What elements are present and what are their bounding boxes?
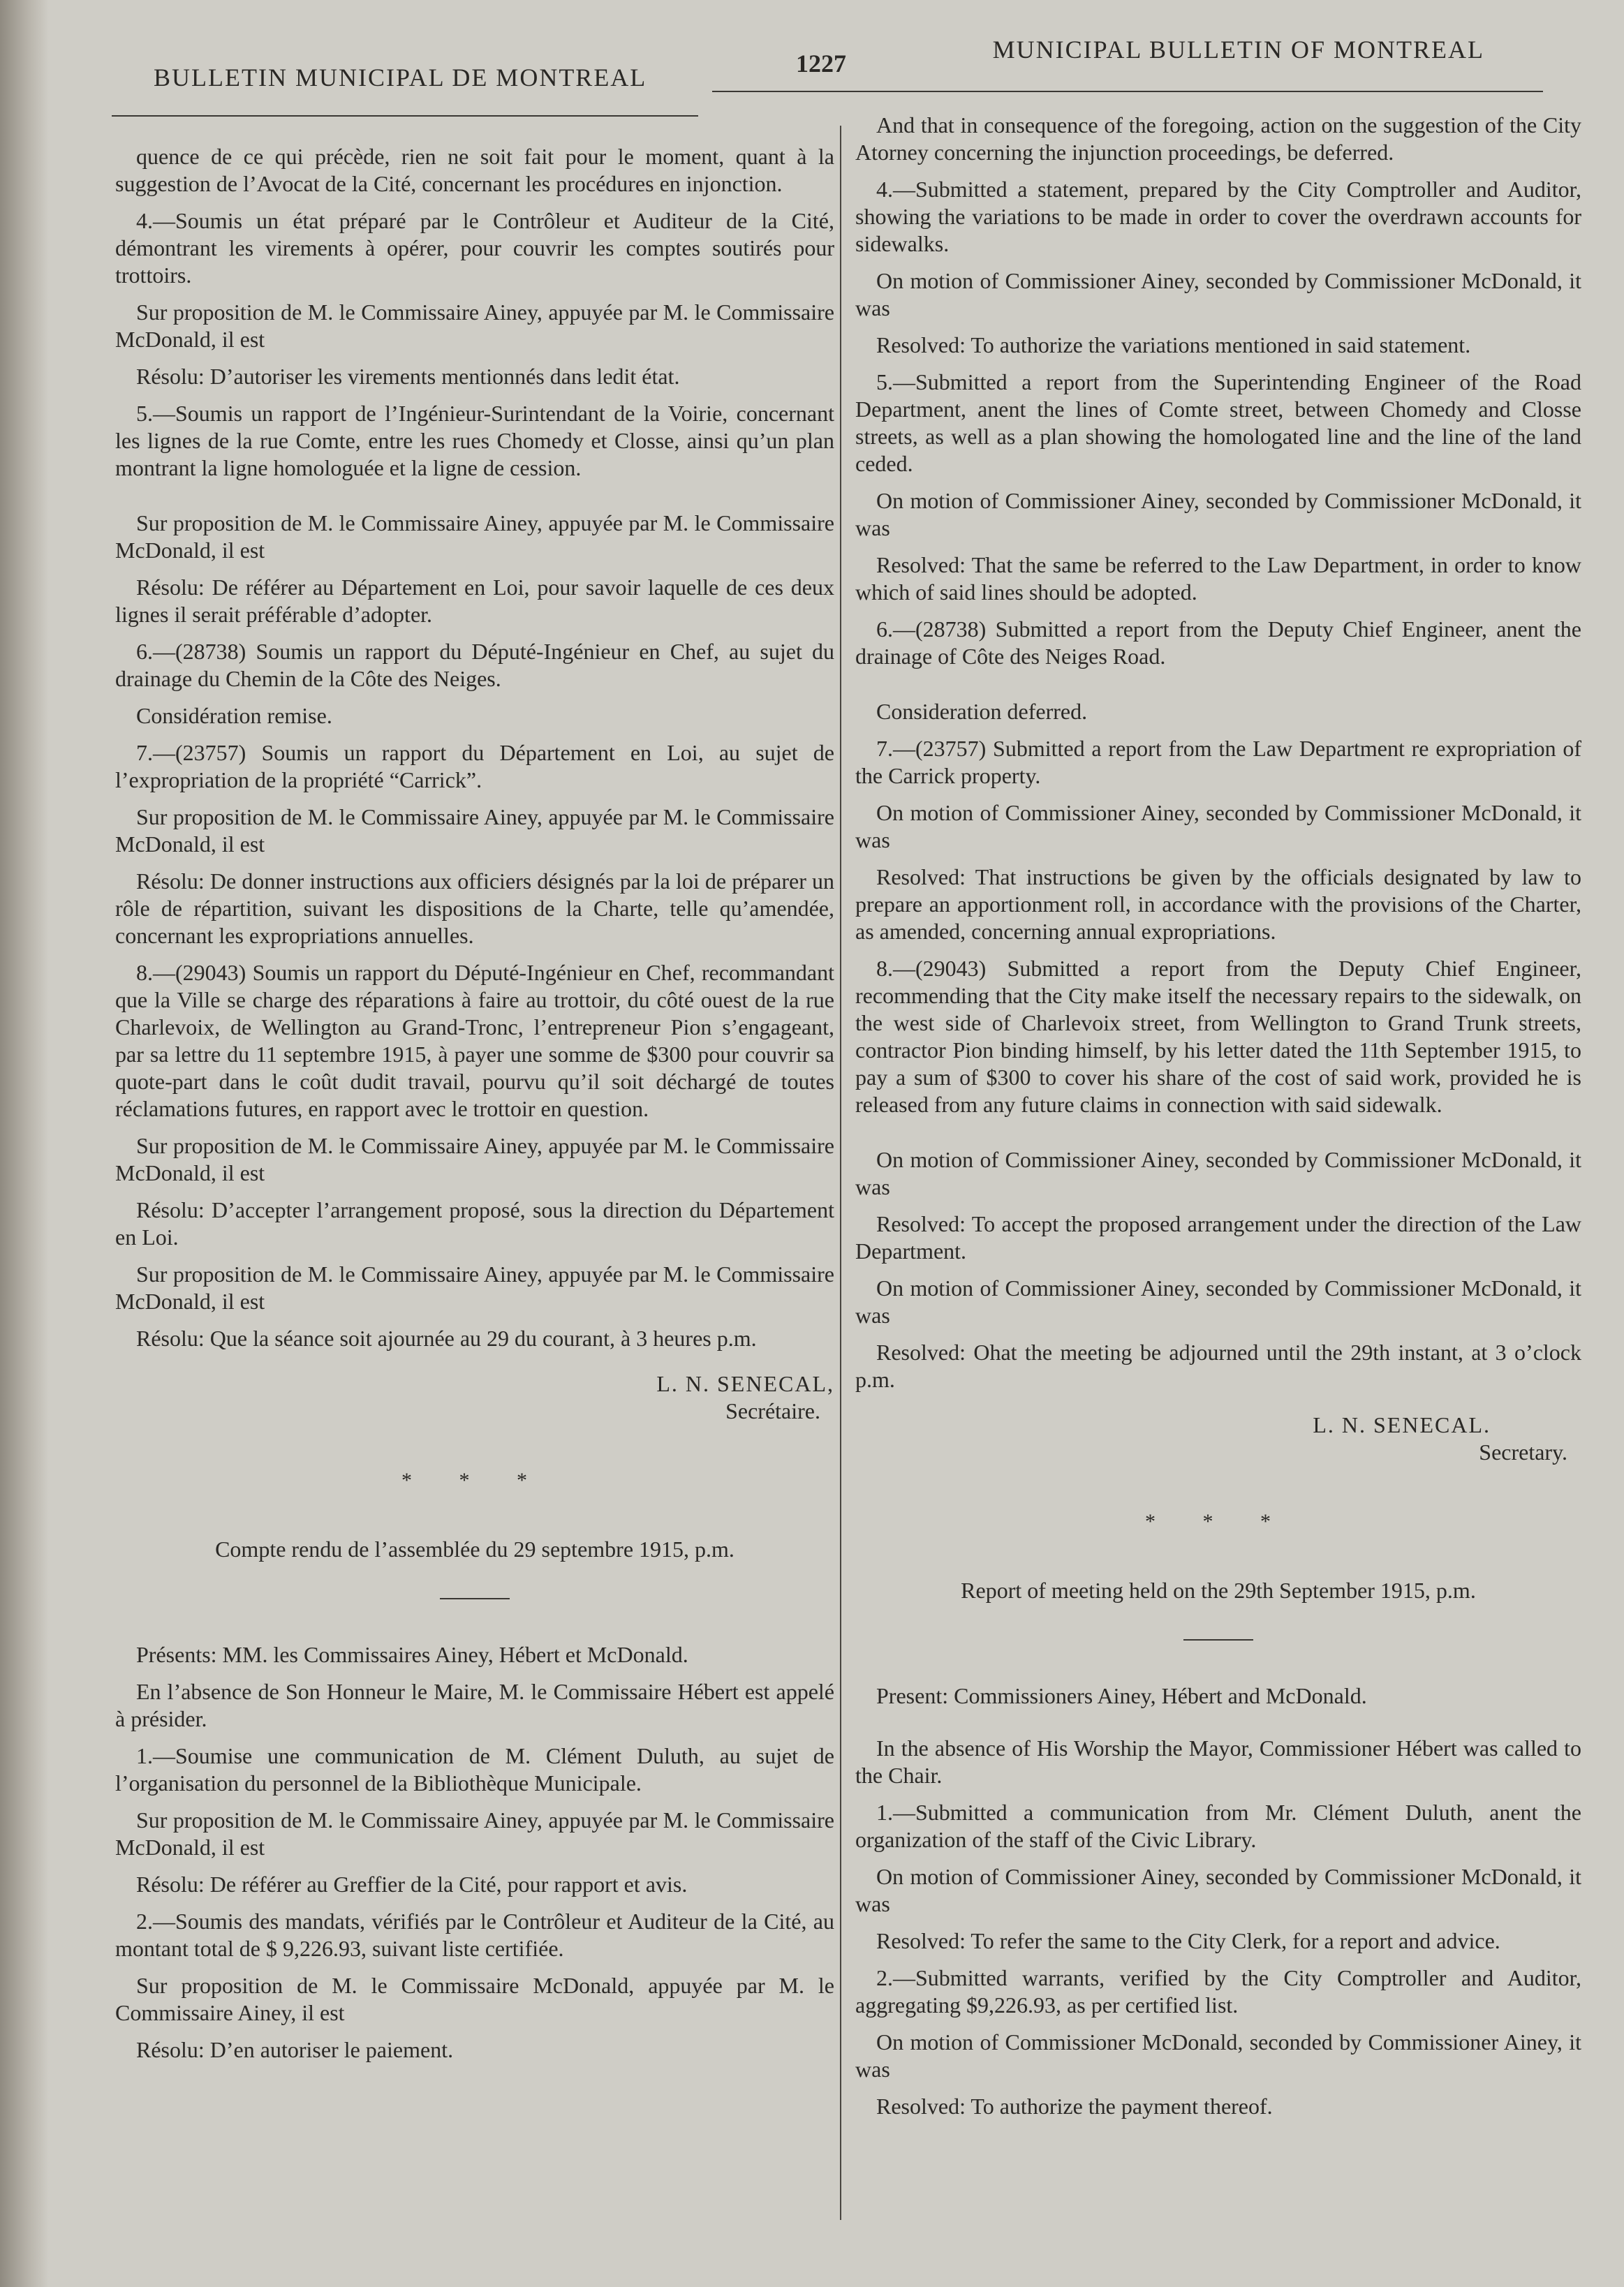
paragraph: Sur proposition de M. le Commissaire Ainey, appuyée par M. le Commissaire McDonald, il est	[115, 1261, 834, 1314]
report-title: Compte rendu de l’assemblée du 29 septembre 1915, p.m.	[215, 1537, 735, 1562]
paragraph: Résolu: De référer au Greffier de la Cité, pour rapport et avis.	[136, 1872, 688, 1897]
signature-role: Secretary.	[1479, 1439, 1567, 1465]
paragraph: 6.—(28738) Soumis un rapport du Député-Ingénieur en Chef, au sujet du drainage du Chemin de la Côte des Neiges.	[115, 639, 834, 691]
paragraph: quence de ce qui précède, rien ne soit fait pour le moment, quant à la suggestion de l’Avocat de la Cité, concernant les procédures en injonction.	[115, 144, 834, 196]
paragraph: Sur proposition de M. le Commissaire Ainey, appuyée par M. le Commissaire McDonald, il est	[115, 299, 834, 352]
signature-role: Secrétaire.	[725, 1398, 820, 1423]
right-report-block	[855, 1682, 1581, 2120]
paragraph: Resolved: To accept the proposed arrangement under the direction of the Law Department.	[855, 1211, 1581, 1264]
paragraph: Sur proposition de M. le Commissaire McDonald, appuyée par M. le Commissaire Ainey, il est	[115, 1973, 834, 2025]
paragraph: 7.—(23757) Submitted a report from the Law Department re expropriation of the Carrick property.	[855, 736, 1581, 788]
paragraph: Sur proposition de M. le Commissaire Ainey, appuyée par M. le Commissaire McDonald, il est	[115, 1807, 834, 1860]
paragraph: 5.—Soumis un rapport de l’Ingénieur-Surintendant de la Voirie, concernant les lignes de la rue Comte, entre les rues Chomedy et Closse, ainsi qu’un plan montrant la ligne homologuée et la ligne de cession.	[115, 401, 834, 480]
paragraph: 4.—Soumis un état préparé par le Contrôleur et Auditeur de la Cité, démontrant les virements à opérer, pour couvrir les comptes soutirés pour trottoirs.	[115, 208, 834, 288]
paragraph: On motion of Commissioner Ainey, seconded by Commissioner McDonald, it was	[855, 1864, 1581, 1916]
left-column	[115, 143, 834, 2073]
paragraph: Résolu: D’en autoriser le paiement.	[136, 2037, 454, 2062]
paragraph: 1.—Soumise une communication de M. Clément Duluth, au sujet de l’organisation du personnel de la Bibliothèque Municipale.	[115, 1743, 834, 1796]
section-separator-stars: * * *	[401, 1469, 548, 1492]
paragraph: Résolu: De référer au Département en Loi, pour savoir laquelle de ces deux lignes il serait préférable d’adopter.	[115, 575, 834, 627]
header-title-french: BULLETIN MUNICIPAL DE MONTREAL	[154, 64, 647, 91]
paragraph: 5.—Submitted a report from the Superintending Engineer of the Road Department, anent the lines of Comte street, between Chomedy and Closse streets, as well as a plan showing the homologated line and the line of the land ceded.	[855, 369, 1581, 476]
paragraph: Resolved: To authorize the payment thereof.	[876, 2094, 1273, 2119]
paragraph: Consideration deferred.	[876, 699, 1088, 724]
header-title-english: MUNICIPAL BULLETIN OF MONTREAL	[992, 36, 1484, 64]
paragraph: 6.—(28738) Submitted a report from the Deputy Chief Engineer, anent the drainage of Côte des Neiges Road.	[855, 616, 1581, 669]
paragraph: En l’absence de Son Honneur le Maire, M. le Commissaire Hébert est appelé à présider.	[115, 1679, 834, 1731]
report-title: Report of meeting held on the 29th September 1915, p.m.	[961, 1578, 1476, 1603]
paragraph: Résolu: D’accepter l’arrangement proposé, sous la direction du Département en Loi.	[115, 1197, 834, 1250]
paragraph: Résolu: Que la séance soit ajournée au 29 du courant, à 3 heures p.m.	[136, 1326, 757, 1351]
paragraph: On motion of Commissioner Ainey, seconded by Commissioner McDonald, it was	[855, 800, 1581, 852]
paragraph: Resolved: That the same be referred to the Law Department, in order to know which of said lines should be adopted.	[855, 552, 1581, 605]
paragraph: Considération remise.	[136, 703, 332, 728]
header-rule-left	[112, 115, 698, 117]
paragraph: In the absence of His Worship the Mayor, Commissioner Hébert was called to the Chair.	[855, 1735, 1581, 1788]
paragraph: Sur proposition de M. le Commissaire Ainey, appuyée par M. le Commissaire McDonald, il est	[115, 804, 834, 857]
paragraph: On motion of Commissioner Ainey, seconded by Commissioner McDonald, it was	[855, 488, 1581, 540]
paragraph: Resolved: That instructions be given by the officials designated by law to prepare an apportionment roll, in accordance with the provisions of the Charter, as amended, concerning annual expropriations.	[855, 864, 1581, 944]
signature: L. N. SENECAL.	[1313, 1412, 1491, 1437]
paragraph: On motion of Commissioner Ainey, seconded by Commissioner McDonald, it was	[855, 1275, 1581, 1328]
page-binding-edge	[0, 0, 49, 2287]
column-divider	[840, 126, 841, 2220]
paragraph: On motion of Commissioner Ainey, seconded by Commissioner McDonald, it was	[855, 268, 1581, 320]
paragraph: Résolu: D’autoriser les virements mentionnés dans ledit état.	[136, 364, 680, 389]
right-minutes-block	[855, 112, 1581, 1393]
paragraph: 8.—(29043) Submitted a report from the Deputy Chief Engineer, recommending that the City make itself the necessary repairs to the sidewalk, on the west side of Charlevoix street, from Wellington to Grand Trunk streets, contractor Pion binding himself, by his letter dated the 11th September 1915, to pay a sum of $300 to cover his share of the cost of said work, provided he is released from any future claims in connection with said sidewalk.	[855, 956, 1581, 1117]
section-separator-stars: * * *	[1145, 1510, 1292, 1533]
title-rule	[440, 1598, 510, 1599]
paragraph: On motion of Commissioner Ainey, seconded by Commissioner McDonald, it was	[855, 1147, 1581, 1199]
page-header	[119, 28, 1568, 105]
paragraph: 8.—(29043) Soumis un rapport du Député-Ingénieur en Chef, recommandant que la Ville se charge des réparations à faire au trottoir, du côté ouest de la rue Charlevoix, de Wellington au Grand-Tronc, l’entrepreneur Pion s’engageant, par sa lettre du 11 septembre 1915, à payer une somme de $300 pour couvrir sa quote-part dans le coût dudit travail, pourvu qu’il soit déchargé de toutes réclamations futures, en rapport avec le trottoir en question.	[115, 960, 834, 1121]
left-report-block	[115, 1641, 834, 2064]
paragraph: Resolved: To refer the same to the City Clerk, for a report and advice.	[876, 1928, 1500, 1953]
paragraph: Sur proposition de M. le Commissaire Ainey, appuyée par M. le Commissaire McDonald, il est	[115, 510, 834, 563]
paragraph: Résolu: De donner instructions aux officiers désignés par la loi de préparer un rôle de répartition, suivant les dispositions de la Charte, telle qu’amendée, concernant les expropriations annuelles.	[115, 868, 834, 948]
title-rule	[1183, 1639, 1253, 1641]
page-number: 1227	[796, 50, 846, 77]
right-column	[855, 112, 1581, 2130]
paragraph: Sur proposition de M. le Commissaire Ainey, appuyée par M. le Commissaire McDonald, il est	[115, 1133, 834, 1185]
paragraph: Resolved: To authorize the variations mentioned in said statement.	[876, 332, 1471, 357]
paragraph: 7.—(23757) Soumis un rapport du Département en Loi, au sujet de l’expropriation de la propriété “Carrick”.	[115, 740, 834, 792]
paragraph: 2.—Submitted warrants, verified by the City Comptroller and Auditor, aggregating $9,226.93, as per certified list.	[855, 1965, 1581, 2018]
paragraph: 1.—Submitted a communication from Mr. Clément Duluth, anent the organization of the staff of the Civic Library.	[855, 1800, 1581, 1852]
signature: L. N. SENECAL,	[656, 1371, 834, 1396]
header-rule-right	[712, 91, 1543, 92]
paragraph: Resolved: Ohat the meeting be adjourned until the 29th instant, at 3 o’clock p.m.	[855, 1340, 1581, 1392]
left-minutes-block	[115, 143, 834, 1352]
paragraph: 2.—Soumis des mandats, vérifiés par le Contrôleur et Auditeur de la Cité, au montant total de $ 9,226.93, suivant liste certifiée.	[115, 1909, 834, 1961]
paragraph: Présents: MM. les Commissaires Ainey, Hébert et McDonald.	[136, 1642, 688, 1667]
paragraph: On motion of Commissioner McDonald, seconded by Commissioner Ainey, it was	[855, 2029, 1581, 2082]
paragraph: Present: Commissioners Ainey, Hébert and McDonald.	[876, 1683, 1367, 1708]
paragraph: 4.—Submitted a statement, prepared by the City Comptroller and Auditor, showing the variations to be made in order to cover the overdrawn accounts for sidewalks.	[855, 177, 1581, 256]
paragraph: And that in consequence of the foregoing, action on the suggestion of the City Atorney concerning the injunction proceedings, be deferred.	[855, 112, 1581, 165]
